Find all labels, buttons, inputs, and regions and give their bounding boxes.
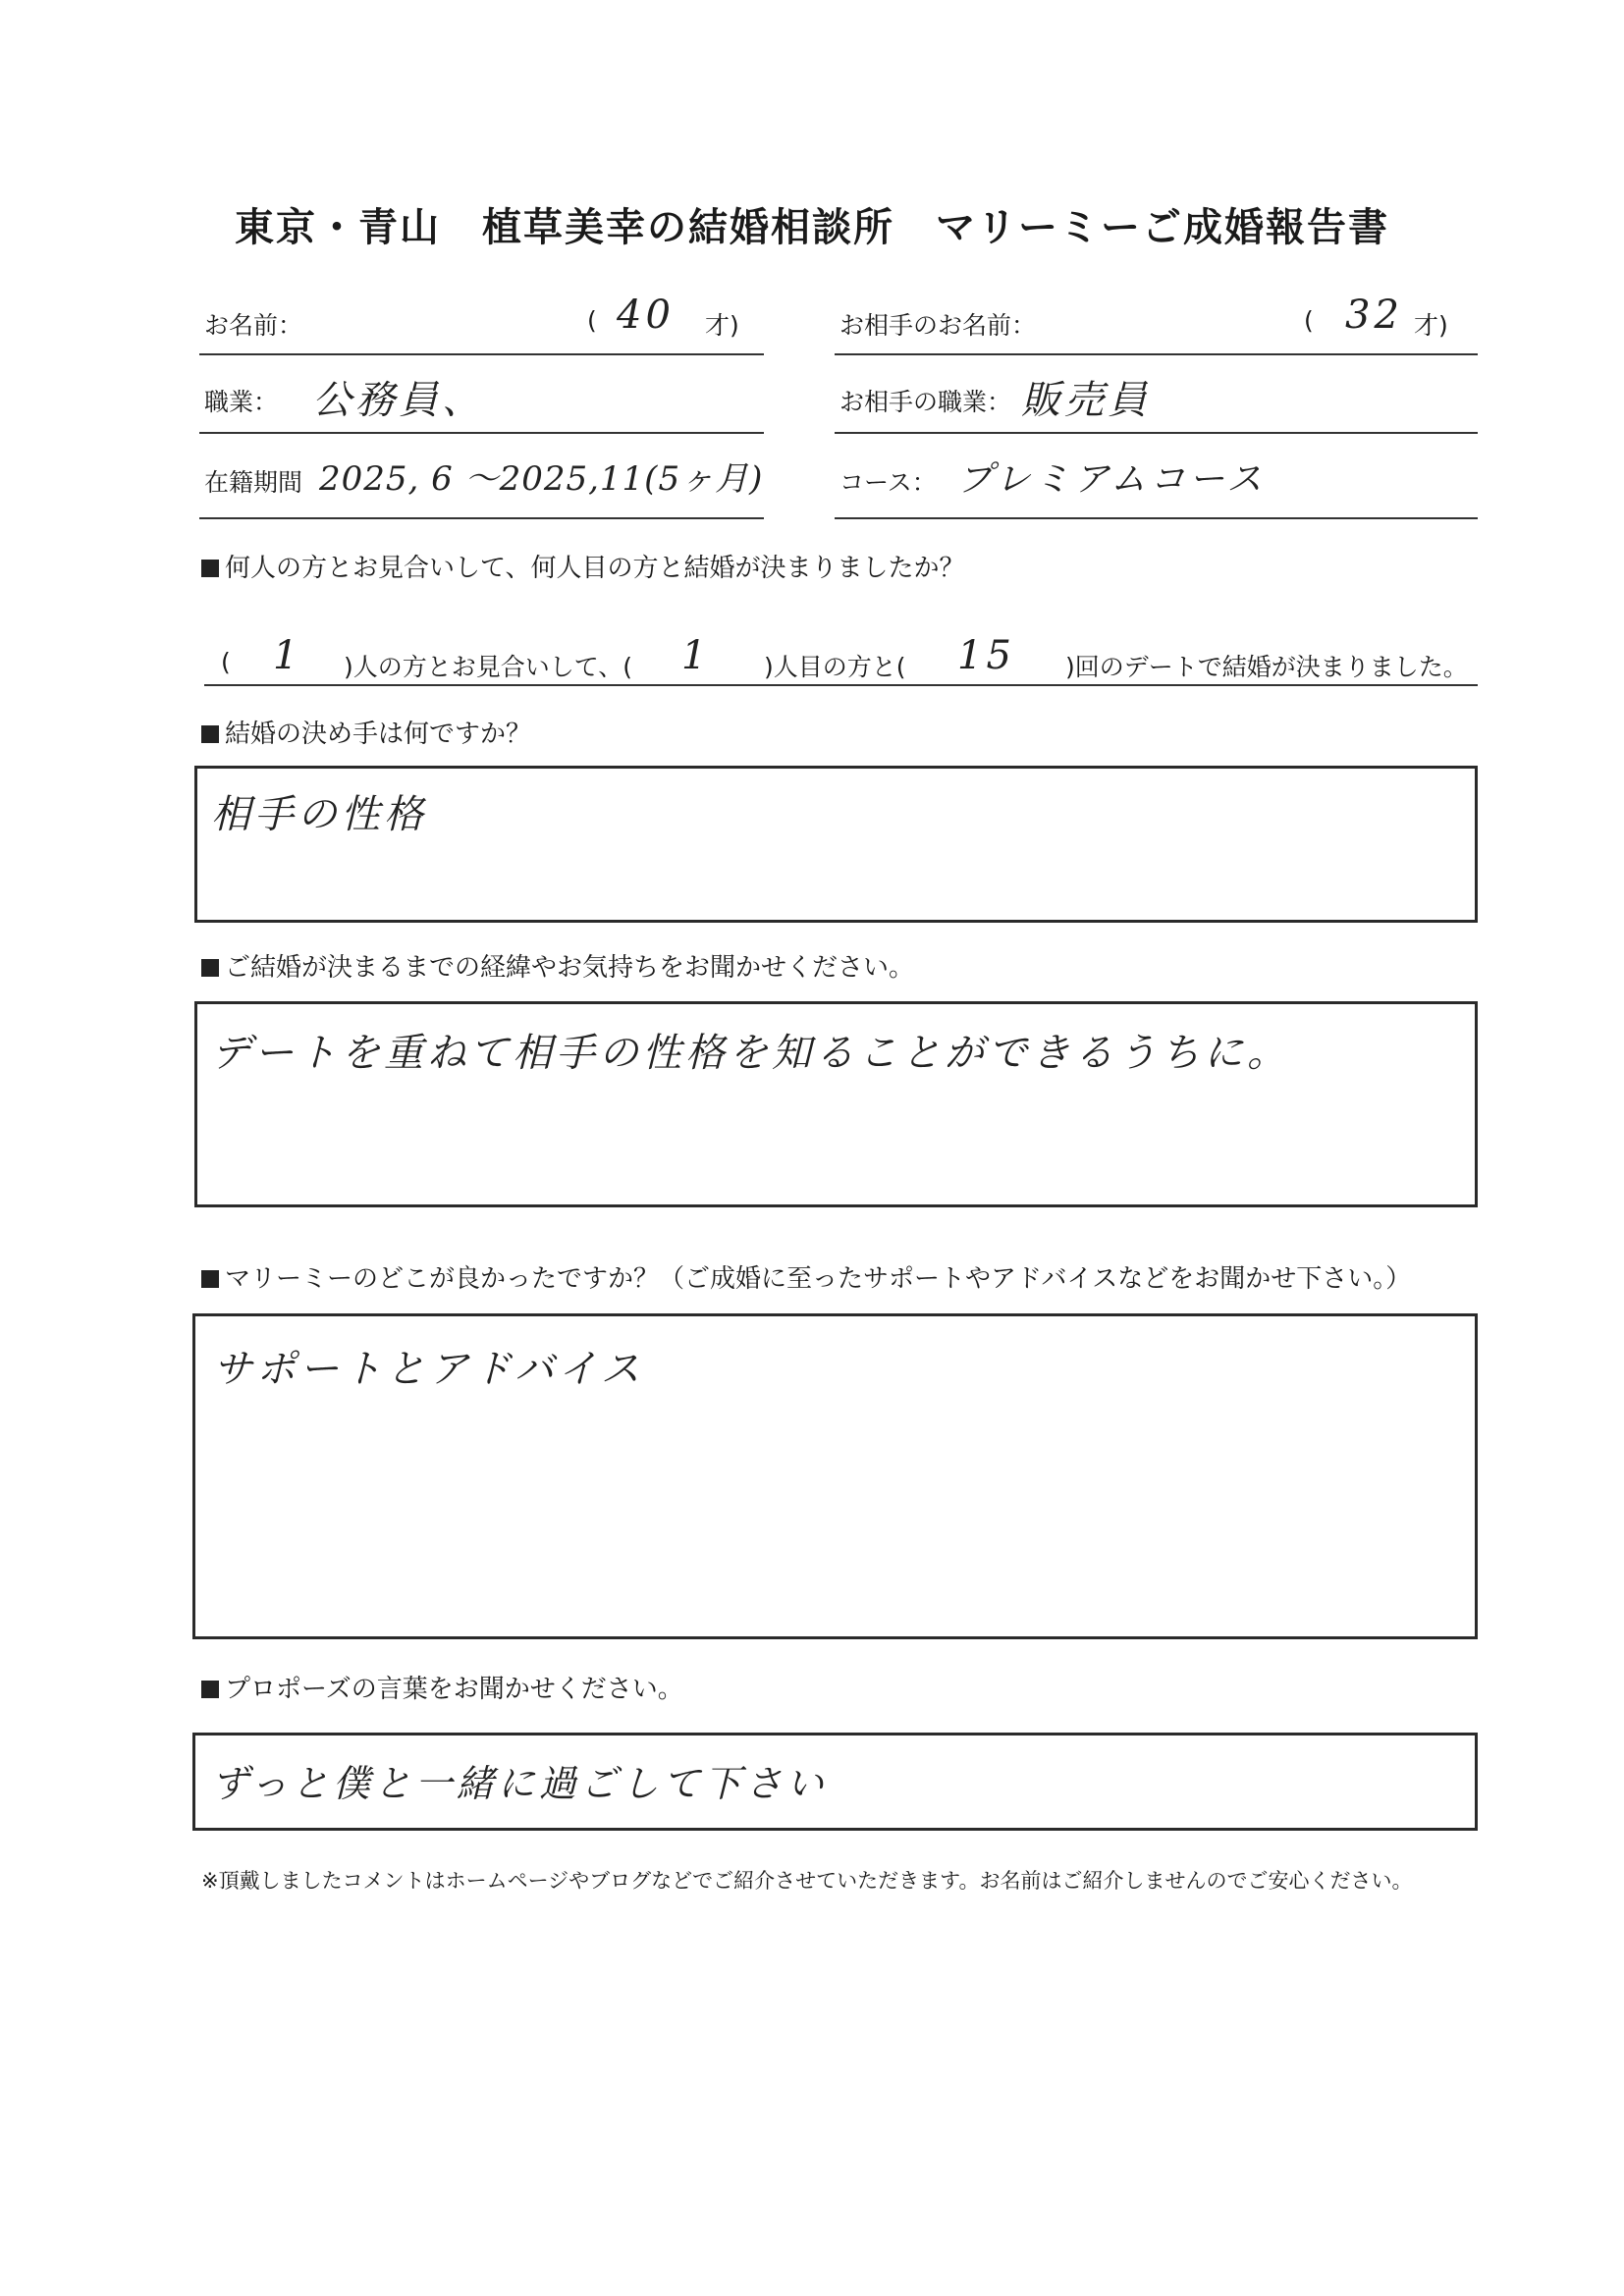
page-title: 東京・青山 植草美幸の結婚相談所 マリーミーご成婚報告書 [235,205,1389,250]
q1-nth-person: 1 [681,633,711,678]
age-unit: 才) [705,311,739,340]
job-underline [199,432,764,434]
q2-question: 結婚の決め手は何ですか？ [225,720,532,749]
footer-note: ※頂戴しましたコメントはホームページやブログなどでご紹介させていただきます。お名前はご紹介しませんのでご安心ください。 [201,1869,1413,1893]
q1-paren-open: ( [221,648,231,676]
q1-dates: 15 [957,633,1015,678]
age-value: 40 [617,293,675,338]
q5-answer-box [192,1733,1478,1831]
course-value: プレミアムコース [957,459,1267,500]
age-open: ( [587,306,597,335]
q5-question: プロポーズの言葉をお聞かせください。 [225,1675,683,1704]
q3-answer: デートを重ねて相手の性格を知ることができるうちに。 [211,1031,1290,1076]
job-value: 公務員、 [312,378,485,423]
square-bullet-icon [201,725,219,743]
q1-text-a: )人の方とお見合いして、( [344,653,633,681]
partner-age-unit: 才) [1414,311,1448,340]
partner-age-open: ( [1304,306,1314,335]
q4-answer-box [192,1313,1478,1639]
q3-heading [201,947,914,984]
partner-job-value: 販売員 [1021,378,1151,423]
q1-question: 何人の方とお見合いして、何人目の方と結婚が決まりましたか？ [225,554,965,583]
partner-name-label: お相手のお名前： [839,311,1037,340]
q1-text-c: )回のデートで結婚が決まりました。 [1065,653,1468,681]
q3-answer-box [194,1001,1478,1207]
q5-heading [201,1669,683,1705]
q4-heading [201,1258,1411,1295]
q1-text-b: )人目の方と( [764,653,906,681]
period-underline [199,517,764,519]
partner-age-value: 32 [1345,293,1403,338]
q3-question: ご結婚が決まるまでの経緯やお気持ちをお聞かせください。 [225,953,915,983]
q4-answer: サポートとアドバイス [213,1347,644,1392]
name-underline [199,353,764,355]
period-value: 2025, 6 ～2025,11(5ヶ月) [319,459,764,499]
square-bullet-icon [201,560,219,577]
square-bullet-icon [201,1270,219,1288]
square-bullet-icon [201,1681,219,1698]
q1-count-met: 1 [273,633,302,678]
partner-job-underline [835,432,1478,434]
q1-underline [204,684,1478,686]
job-label: 職業： [204,388,279,416]
q5-answer: ずっと僕と一緒に過ごして下さい [211,1762,828,1805]
name-label: お名前： [204,311,303,340]
q2-heading [201,714,531,750]
period-label: 在籍期間 [204,468,303,497]
q1-heading [201,548,964,584]
square-bullet-icon [201,959,219,977]
q4-question: マリーミーのどこが良かったですか？（ご成婚に至ったサポートやアドバイスなどをお聞かせ下さい。） [225,1264,1412,1294]
q2-answer: 相手の性格 [211,792,427,837]
course-label: コース： [839,468,937,497]
partner-job-label: お相手の職業： [839,388,1012,416]
course-underline [835,517,1478,519]
q2-answer-box [194,766,1478,923]
partner-name-underline [835,353,1478,355]
